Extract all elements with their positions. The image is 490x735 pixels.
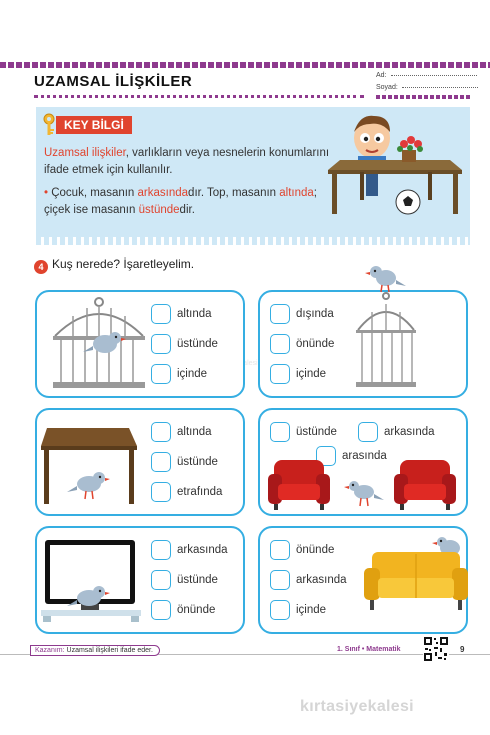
question-number-icon: 4 [34, 260, 48, 274]
ball-icon [396, 190, 420, 214]
page-title: UZAMSAL İLİŞKİLER [34, 73, 193, 90]
checkbox[interactable] [151, 482, 171, 502]
question [34, 257, 194, 274]
boy-icon [354, 116, 390, 196]
option-onunde[interactable]: önünde [270, 334, 334, 354]
sofa-icon [364, 552, 468, 610]
name-fields [376, 70, 478, 94]
bird-front-of-tv-illustration [41, 536, 147, 628]
option-icinde[interactable]: içinde [270, 364, 326, 384]
card-bird-front-of-tv [35, 526, 245, 634]
option-ustunde[interactable]: üstünde [151, 570, 218, 590]
checkbox[interactable] [151, 334, 171, 354]
bird-icon [83, 332, 126, 353]
checkbox[interactable] [270, 600, 290, 620]
option-ustunde[interactable]: üstünde [151, 452, 218, 472]
soyad-field[interactable]: Soyad: [376, 82, 478, 94]
option-ustunde[interactable]: üstünde [270, 422, 337, 442]
tv-icon [41, 540, 141, 622]
boy-table-scene-illustration [310, 110, 470, 220]
option-arkasinda[interactable]: arkasında [270, 570, 347, 590]
option-icinde[interactable]: içinde [270, 600, 326, 620]
option-onunde[interactable]: önünde [151, 600, 215, 620]
bird-on-cage-illustration [354, 264, 424, 394]
card-bird-in-cage [35, 290, 245, 398]
bird-icon [365, 266, 406, 292]
grade-subject-label: 1. Sınıf • Matematik [337, 646, 401, 653]
qr-code-icon[interactable] [423, 636, 449, 662]
name-decorative-stripe [376, 95, 472, 99]
watermark: kırtasiyekalesi [300, 698, 414, 715]
key-label: KEY BİLGİ [56, 116, 132, 134]
example-text: • Çocuk, masanın arkasındadır. Top, masanın altında; çiçek ise masanın üstündedir. [44, 187, 317, 216]
bird-behind-sofa-illustration [364, 534, 468, 618]
bird-icon [67, 472, 110, 499]
checkbox[interactable] [151, 304, 171, 324]
checkbox[interactable] [270, 304, 290, 324]
checkbox[interactable] [270, 334, 290, 354]
bird-between-chairs-illustration [266, 454, 464, 514]
option-etrafinda[interactable]: etrafında [151, 482, 222, 502]
armchair-icon [394, 460, 456, 510]
option-disinda[interactable]: dışında [270, 304, 334, 324]
option-onunde[interactable]: önünde [270, 540, 334, 560]
kazanim-label: Kazanım: Uzamsal ilişkileri ifade eder. [30, 645, 160, 656]
bird-icon [344, 481, 384, 506]
option-altinda[interactable]: altında [151, 422, 212, 442]
option-ustunde[interactable]: üstünde [151, 334, 218, 354]
flower-icon [397, 136, 423, 162]
checkbox[interactable] [270, 540, 290, 560]
checkbox[interactable] [151, 570, 171, 590]
option-arkasinda[interactable]: arkasında [151, 540, 228, 560]
checkbox[interactable] [358, 422, 378, 442]
info-text [44, 145, 334, 219]
option-icinde[interactable]: içinde [151, 364, 207, 384]
checkbox[interactable] [270, 422, 290, 442]
bird-in-cage-illustration [47, 296, 153, 392]
option-arkasinda[interactable]: arkasında [358, 422, 435, 442]
option-altinda[interactable]: altında [151, 304, 212, 324]
checkbox[interactable] [151, 422, 171, 442]
card-bird-under-table [35, 408, 245, 516]
definition-text: Uzamsal ilişkiler, varlıkların veya nesnelerin konumlarını ifade etmek için kullanılır. [44, 147, 330, 176]
ad-field[interactable]: Ad: [376, 70, 478, 82]
checkbox[interactable] [270, 570, 290, 590]
card-bird-on-cage [258, 290, 468, 398]
card-bird-between-chairs [258, 408, 468, 516]
key-badge [40, 113, 140, 137]
question-text: Kuş nerede? İşaretleyelim. [52, 257, 195, 271]
card-bird-behind-sofa [258, 526, 468, 634]
checkbox[interactable] [151, 364, 171, 384]
armchair-icon [268, 460, 330, 510]
top-decorative-stripe [0, 62, 490, 68]
checkbox[interactable] [151, 452, 171, 472]
page-number: 9 [460, 645, 465, 654]
checkbox[interactable] [151, 540, 171, 560]
title-underline [34, 95, 364, 98]
checkbox[interactable] [151, 600, 171, 620]
option-arasinda[interactable]: arasında [316, 446, 387, 466]
torn-edge [36, 237, 470, 245]
bird-under-table-illustration [41, 420, 141, 506]
checkbox[interactable] [270, 364, 290, 384]
